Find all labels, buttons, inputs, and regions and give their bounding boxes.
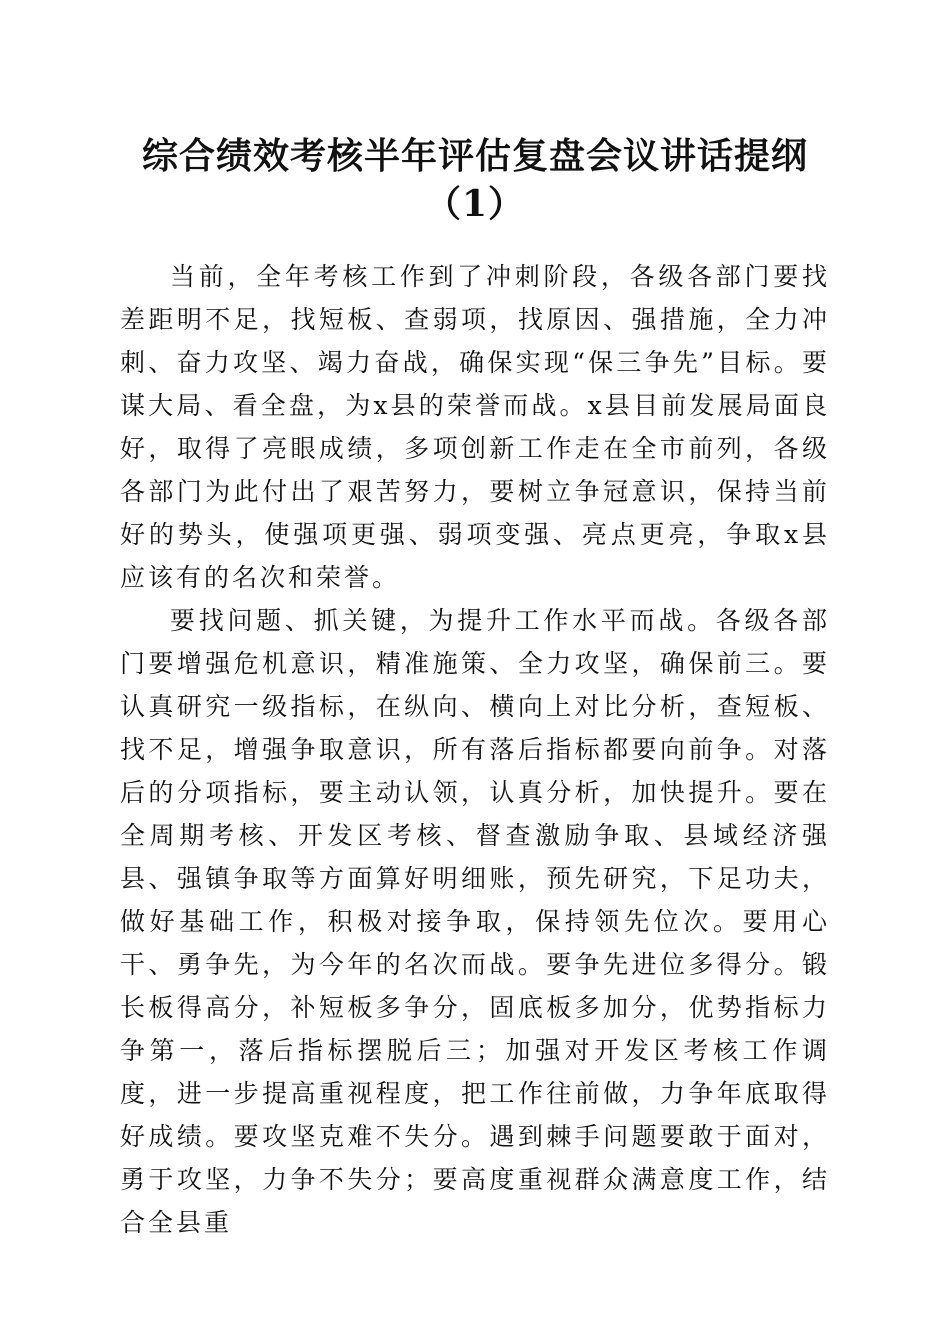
paragraph-1: 当前，全年考核工作到了冲刺阶段，各级各部门要找差距明不足，找短板、查弱项，找原因、强措施，全力冲刺、奋力攻坚、竭力奋战，确保实现“保三争先”目标。要谋大局、看全盘，为x县的荣誉而战。x县目前发展局面良好，取得了亮眼成绩，多项创新工作走在全市前列，各级各部门为此付出了艰苦努力，要树立争冠意识，保持当前好的势头，使强项更强、弱项变强、亮点更亮，争取x县应该有的名次和荣誉。 bbox=[120, 262, 830, 592]
document-title bbox=[120, 132, 830, 228]
paragraph-2: 要找问题、抓关键，为提升工作水平而战。各级各部门要增强危机意识，精准施策、全力攻坚，确保前三。要认真研究一级指标，在纵向、横向上对比分析，查短板、找不足，增强争取意识，所有落后指标都要向前争。对落后的分项指标，要主动认领，认真分析，加快提升。要在全周期考核、开发区考核、督查激励争取、县域经济强县、强镇争取等方面算好明细账，预先研究，下足功夫，做好基础工作，积极对接争取，保持领先位次。要用心干、勇争先，为今年的名次而战。要争先进位多得分。锻长板得高分，补短板多争分，固底板多加分，优势指标力争第一，落后指标摆脱后三；加强对开发区考核工作调度，进一步提高重视程度，把工作往前做，力争年底取得好成绩。要攻坚克难不失分。遇到棘手问题要敢于面对，勇于攻坚，力争不失分；要高度重视群众满意度工作，结合全县重 bbox=[120, 606, 830, 1237]
title-main-line: 综合绩效考核半年评估复盘会议讲话提纲 bbox=[141, 135, 808, 177]
title-number-line: （1） bbox=[424, 183, 526, 225]
document-body bbox=[120, 255, 830, 1244]
